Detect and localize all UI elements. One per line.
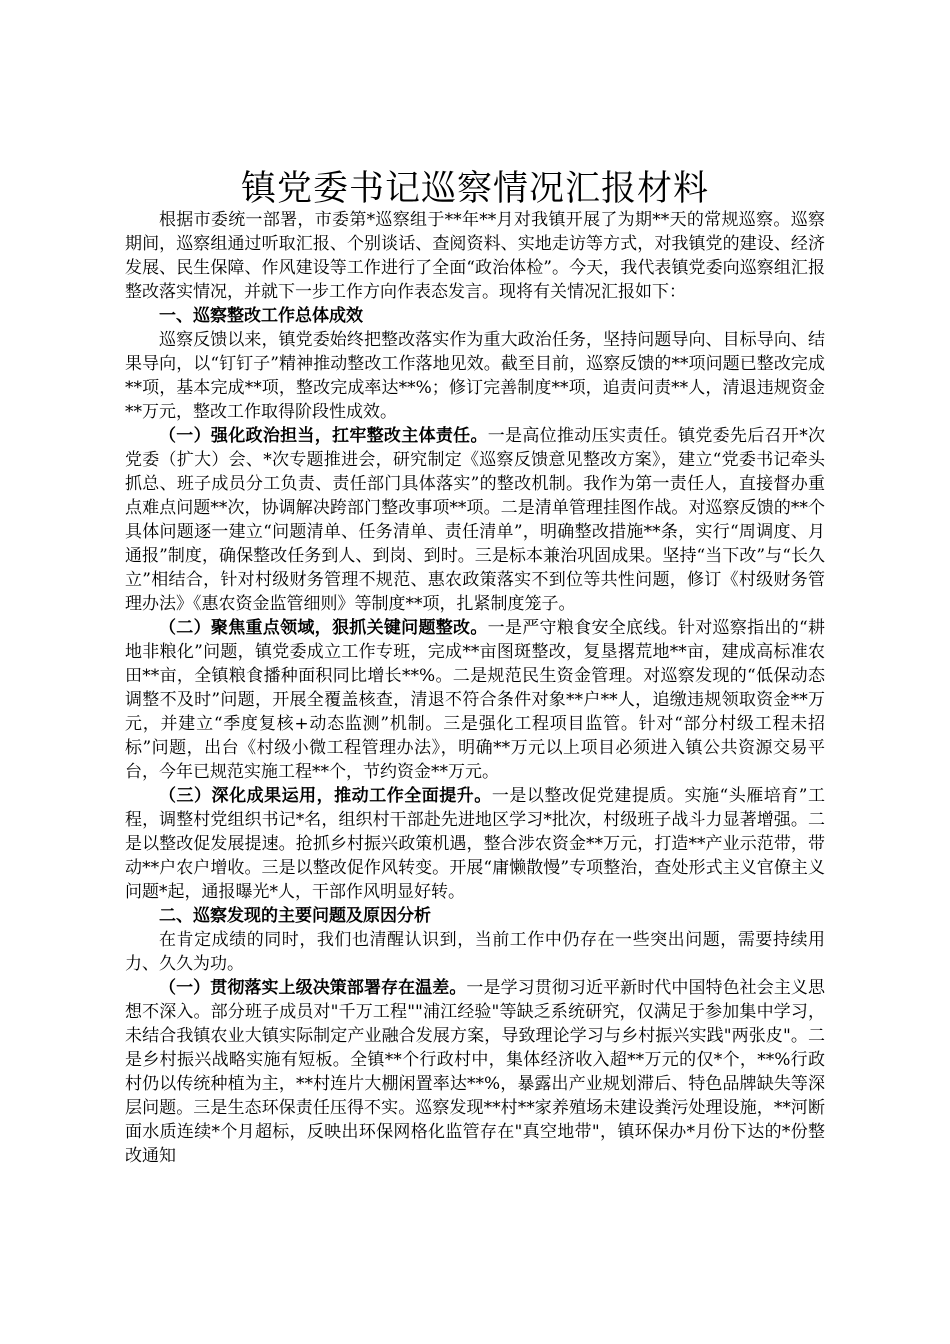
section-2-item-1-body: 一是学习贯彻习近平新时代中国特色社会主义思想不深入。部分班子成员对"千万工程""浦江经验"等缺乏系统研究，仅满足于参加集中学习，未结合我镇农业大镇实际制定产业融合发展方案，导致理论学习与乡村振兴实践"两张皮"。二是乡村振兴战略实施有短板。全镇**个行政村中，集体经济收入超**万元的仅*个，**%行政村仍以传统种植为主，**村连片大棚闲置率达**%，暴露出产业规划滞后、特色品牌缺失等深层问题。三是生态环保责任压得不实。巡察发现**村**家养殖场未建设粪污处理设施，**河断面水质连续*个月超标，反映出环保网格化监管存在"真空地带"，镇环保办*月份下达的*份整改通知 xyxy=(125,978,826,1166)
document-title: 镇党委书记巡察情况汇报材料 xyxy=(240,169,709,209)
section-1-heading: 一、巡察整改工作总体成效 xyxy=(159,306,363,326)
section-2-heading: 二、巡察发现的主要问题及原因分析 xyxy=(159,906,431,926)
document-page xyxy=(125,168,825,1168)
section-1-item-1-body: 一是高位推动压实责任。镇党委先后召开*次党委（扩大）会、*次专题推进会，研究制定《巡察反馈意见整改方案》，建立“党委书记牵头抓总、班子成员分工负责、责任部门具体落实”的整改机制。我作为第一责任人，直接督办重点难点问题**次，协调解决跨部门整改事项**项。二是清单管理挂图作战。对巡察反馈的**个具体问题逐一建立“问题清单、任务清单、责任清单”，明确整改措施**条，实行“周调度、月通报”制度，确保整改任务到人、到岗、到时。三是标本兼治巩固成果。坚持“当下改”与“长久立”相结合，针对村级财务管理不规范、惠农政策落实不到位等共性问题，修订《村级财务管理办法》《惠农资金监管细则》等制度**项，扎紧制度笼子。 xyxy=(125,426,825,614)
section-1-item-2-body: 一是严守粮食安全底线。针对巡察指出的“耕地非粮化”问题，镇党委成立工作专班，完成**亩图斑整改，复垦撂荒地**亩，建成高标准农田**亩，全镇粮食播种面积同比增长**%。二是规范民生资金管理。对巡察发现的“低保动态调整不及时”问题，开展全覆盖核查，清退不符合条件对象**户**人，追缴违规领取资金**万元，并建立“季度复核+动态监测”机制。三是强化工程项目监管。针对“部分村级工程未招标”问题，出台《村级小微工程管理办法》，明确**万元以上项目必须进入镇公共资源交易平台，今年已规范实施工程**个，节约资金**万元。 xyxy=(125,618,825,782)
section-1-item-2 xyxy=(125,616,825,784)
section-1-item-3 xyxy=(125,784,825,904)
section-1-item-1 xyxy=(125,424,825,616)
section-1-item-3-lead: （三）深化成果运用，推动工作全面提升。 xyxy=(159,786,492,806)
section-2-summary: 在肯定成绩的同时，我们也清醒认识到，当前工作中仍存在一些突出问题，需要持续用力、久久为功。 xyxy=(125,930,825,974)
section-2-item-1 xyxy=(125,976,825,1168)
section-2-item-1-lead: （一）贯彻落实上级决策部署存在温差。 xyxy=(159,978,467,998)
intro-paragraph: 根据市委统一部署，市委第*巡察组于**年**月对我镇开展了为期**天的常规巡察。巡察期间，巡察组通过听取汇报、个别谈话、查阅资料、实地走访等方式，对我镇党的建设、经济发展、民生保障、作风建设等工作进行了全面“政治体检”。今天，我代表镇党委向巡察组汇报整改落实情况，并就下一步工作方向作表态发言。现将有关情况汇报如下： xyxy=(125,210,825,302)
section-1-item-2-lead: （二）聚焦重点领域，狠抓关键问题整改。 xyxy=(159,618,488,638)
section-1-item-1-lead: （一）强化政治担当，扛牢整改主体责任。 xyxy=(159,426,488,446)
section-1-item-3-body: 一是以整改促党建提质。实施“头雁培育”工程，调整村党组织书记*名，组织村干部赴先进地区学习*批次，村级班子战斗力显著增强。二是以整改促发展提速。抢抓乡村振兴政策机遇，整合涉农资金**万元，打造**产业示范带，带动**户农户增收。三是以整改促作风转变。开展“庸懒散慢”专项整治，查处形式主义官僚主义问题*起，通报曝光*人，干部作风明显好转。 xyxy=(125,786,825,902)
section-1-summary: 巡察反馈以来，镇党委始终把整改落实作为重大政治任务，坚持问题导向、目标导向、结果导向，以“钉钉子”精神推动整改工作落地见效。截至目前，巡察反馈的**项问题已整改完成**项，基本完成**项，整改完成率达**%；修订完善制度**项，追责问责**人，清退违规资金**万元，整改工作取得阶段性成效。 xyxy=(125,330,825,422)
